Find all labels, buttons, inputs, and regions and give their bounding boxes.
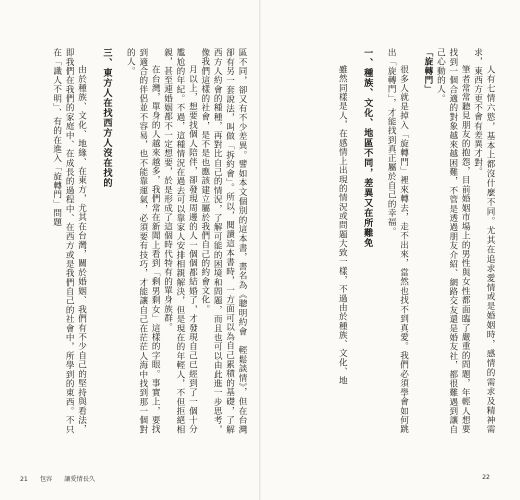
page-number: 21 [20, 476, 28, 483]
paragraph: 由於種族、文化、地緣、在東方，尤其在台灣，關於婚姻、我們有不少自己的堅持與看法，即我們在我們的家庭中、在成長的過程中、在西方或是我們自己的社會中，所學到的東西。不只在「識人不明」、有的在進入「旋轉門」問題 [51, 48, 87, 434]
page-number: 22 [482, 474, 490, 481]
section-heading: 一、種族、文化、地區不同，差異又在所難免 [361, 48, 373, 248]
book-gutter [259, 0, 261, 500]
running-title: 包容 [39, 476, 53, 483]
footer-left [20, 474, 105, 483]
paragraph: 區不同，卻又有不少差異。譬如本文個別的這本書，書名為《聰明約會 輕鬆談情》，但在台灣卻有另一套說法，叫做「拆約會」。所以，閱讀這本書時，一方面可以為自己累積的基礎，了解西方人約會的種種，再對比自己的情況，了解可能的困境和問題，而且也可以由此進一步思考，像我們這樣的社會，是不是也應該建立屬於我們自己的約會文化。 [199, 48, 247, 434]
paragraph: 筆者常常聽見朋友的抱怨，目前婚姻市場上的男性與女性都面臨了嚴重的問題，年輕人想要找到一個合適的對象越來越困難，不管是透過朋友介紹、網路交友還是婚友社，都很難遇到讓自己心動的人。 [435, 48, 471, 434]
right-page [270, 48, 496, 434]
paragraph: 月以上，想要找個人陪伴，卻發現周邊的人一個個都結婚了，才發現自己已經到了一個十分尷尬的年紀。不過，這種情況在過去可以靠家人安排相親解決，但是現在的年輕人，不但拒絕相親，甚至連婚姻都不一定想要，於是形成了這個時代特有的單身族群。 [162, 48, 198, 434]
paragraph: 雖然同樣是人，在感情上出現的情況或問題大致一樣，不過由於種族、文化、地 [337, 65, 348, 386]
running-subtitle: 讓愛情長久 [64, 476, 96, 483]
paragraph: 在台灣，單身的人越來越多，我們常在新聞上看到「剩男剩女」這樣的字眼。事實上，要找到適合的伴侶並不容易，也不能靠運氣，必須要有技巧，才能讓自己在茫茫人海中找到那一個對的人。 [125, 48, 161, 434]
footer-right [482, 474, 500, 481]
left-page [22, 48, 248, 434]
section-heading: 三、東方人在找西方人沒在找的 [100, 48, 112, 188]
paragraph: 人有七情六慾，基本上都沒什麼不同。尤其在追求愛情或是婚姻時，感情的需求及精神需求，東西方更不會有差異才對。 [472, 48, 495, 434]
paragraph: 很多人就是掉入「旋轉門」裡來轉去，走不出來，當然也找不到真愛。我們必須學會如何跳出「旋轉門」，才能找到真正屬於自己的幸福。 [386, 48, 409, 434]
pull-quote: 「旋轉門」 [422, 48, 433, 94]
